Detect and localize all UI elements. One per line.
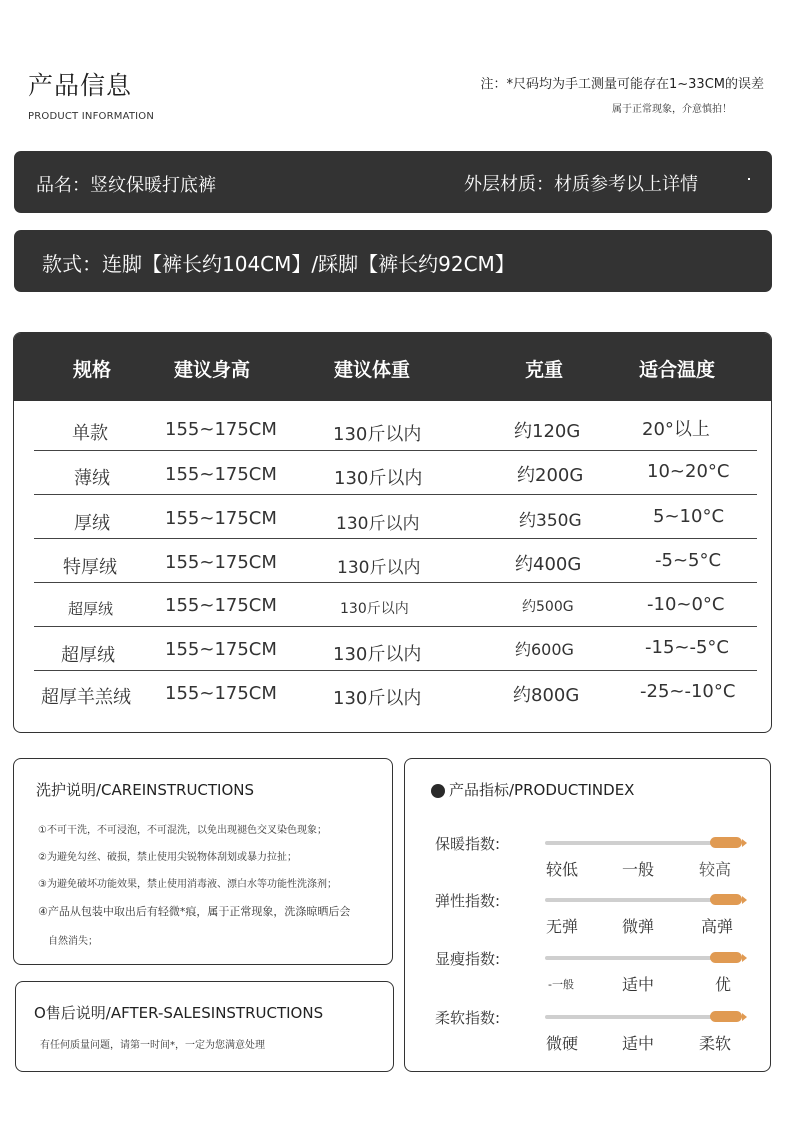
cell-temperature: -10~0°C: [647, 594, 725, 615]
index-option: 优: [715, 975, 732, 994]
product-style-bar: [14, 230, 772, 292]
cell-weight: 130斤以内: [336, 514, 420, 534]
index-option: -一般: [548, 978, 574, 991]
product-style: 款式：连脚【裤长约104CM】/踩脚【裤长约92CM】: [42, 252, 515, 276]
header-weight: 建议体重: [334, 359, 411, 381]
care-line: ②为避免勾丝、破损，禁止使用尖锐物体刮划或暴力拉扯；: [38, 852, 297, 863]
header-gram: 克重: [525, 359, 564, 381]
cell-weight: 130斤以内: [337, 558, 421, 578]
care-line: 自然消失；: [48, 936, 98, 947]
index-label: 柔软指数:: [435, 1009, 501, 1027]
header-size: 规格: [73, 359, 112, 381]
cell-height: 155~175CM: [165, 419, 277, 440]
index-option: 无弹: [546, 917, 579, 936]
cell-weight: 130斤以内: [333, 644, 422, 665]
table-row: [34, 495, 757, 539]
cell-size: 薄绒: [74, 468, 110, 489]
decorative-dot: [748, 178, 750, 180]
index-option: 适中: [622, 975, 655, 994]
table-row: [34, 451, 757, 495]
table-row: [34, 671, 757, 715]
cell-size: 超厚绒: [61, 645, 115, 666]
cell-height: 155~175CM: [165, 683, 277, 704]
cell-size: 超厚羊羔绒: [41, 687, 131, 708]
index-option: 较低: [546, 860, 579, 879]
cell-gram: 约400G: [515, 554, 582, 575]
index-label: 显瘦指数:: [435, 950, 501, 968]
table-row: [34, 407, 757, 451]
index-level-marker: [710, 837, 742, 848]
cell-gram: 约800G: [513, 685, 580, 706]
cell-temperature: 5~10°C: [653, 506, 725, 527]
cell-height: 155~175CM: [165, 508, 277, 529]
index-row-elasticity: [405, 890, 770, 950]
page-title: 产品信息: [28, 71, 133, 100]
product-name-bar: [14, 151, 772, 213]
size-table-header: [14, 333, 771, 401]
cell-weight: 130斤以内: [340, 601, 409, 617]
cell-temperature: 10~20°C: [647, 461, 730, 482]
cell-height: 155~175CM: [165, 595, 277, 616]
index-level-marker: [710, 952, 742, 963]
after-sales-line: 有任何质量问题，请第一时间*，一定为您满意处理: [40, 1040, 265, 1051]
index-row-softness: [405, 1007, 770, 1067]
index-option: 一般: [622, 860, 655, 879]
bullet-icon: [431, 784, 445, 798]
cell-size: 厚绒: [74, 513, 110, 534]
care-line: ①不可干洗，不可浸泡，不可混洗，以免出现褪色交叉染色现象；: [38, 825, 327, 836]
cell-gram: 约350G: [519, 511, 582, 531]
cell-height: 155~175CM: [165, 639, 277, 660]
product-name: 品名：竖纹保暖打底裤: [36, 175, 216, 196]
index-row-slimming: [405, 948, 770, 1008]
cell-temperature: -15~-5°C: [645, 637, 729, 658]
care-instructions-title: 洗护说明/CAREINSTRUCTIONS: [36, 781, 255, 799]
index-label: 保暖指数:: [435, 835, 501, 853]
care-instructions-panel: [13, 758, 393, 965]
after-sales-panel: [15, 981, 394, 1072]
header-temperature: 适合温度: [639, 359, 716, 381]
after-sales-title: O售后说明/AFTER-SALESINSTRUCTIONS: [34, 1004, 324, 1022]
page-subtitle: PRODUCT INFORMATION: [28, 111, 155, 122]
cell-temperature: 20°以上: [642, 419, 710, 440]
index-level-marker: [710, 894, 742, 905]
index-option: 柔软: [699, 1034, 732, 1053]
cell-gram: 约120G: [514, 421, 581, 442]
cell-gram: 约500G: [522, 599, 574, 615]
cell-weight: 130斤以内: [333, 424, 422, 445]
size-note: 注：*尺码均为手工测量可能存在1~33CM的误差: [480, 77, 764, 92]
cell-temperature: -5~5°C: [655, 550, 722, 571]
index-level-marker: [710, 1011, 742, 1022]
header-height: 建议身高: [174, 359, 251, 381]
index-option: 高弹: [701, 917, 734, 936]
size-note-secondary: 属于正常现象，介意慎拍！: [612, 104, 732, 115]
table-row: [34, 539, 757, 583]
product-index-title: 产品指标/PRODUCTINDEX: [449, 781, 635, 799]
product-index-panel: [404, 758, 771, 1072]
index-option: 微弹: [622, 917, 655, 936]
product-material: 外层材质：材质参考以上详情: [464, 174, 698, 195]
cell-weight: 130斤以内: [333, 688, 422, 709]
cell-height: 155~175CM: [165, 552, 277, 573]
cell-height: 155~175CM: [165, 464, 277, 485]
cell-weight: 130斤以内: [334, 468, 423, 489]
cell-gram: 约200G: [517, 465, 584, 486]
cell-size: 特厚绒: [63, 557, 117, 578]
cell-size: 超厚绒: [68, 600, 114, 618]
care-line: ④产品从包装中取出后有轻微*痕，属于正常现象，洗涤晾晒后会: [38, 905, 351, 918]
cell-size: 单款: [72, 423, 108, 444]
index-option: 适中: [622, 1034, 655, 1053]
cell-temperature: -25~-10°C: [640, 681, 736, 702]
size-table: [13, 332, 772, 733]
care-line: ③为避免破坏功能效果，禁止使用消毒液、漂白水等功能性洗涤剂；: [38, 879, 337, 890]
index-label: 弹性指数:: [435, 892, 501, 910]
index-row-warmth: [405, 833, 770, 893]
table-row: [34, 583, 757, 627]
table-row: [34, 627, 757, 671]
cell-gram: 约600G: [515, 640, 574, 659]
index-option: 较高: [699, 860, 732, 879]
index-option: 微硬: [546, 1034, 579, 1053]
